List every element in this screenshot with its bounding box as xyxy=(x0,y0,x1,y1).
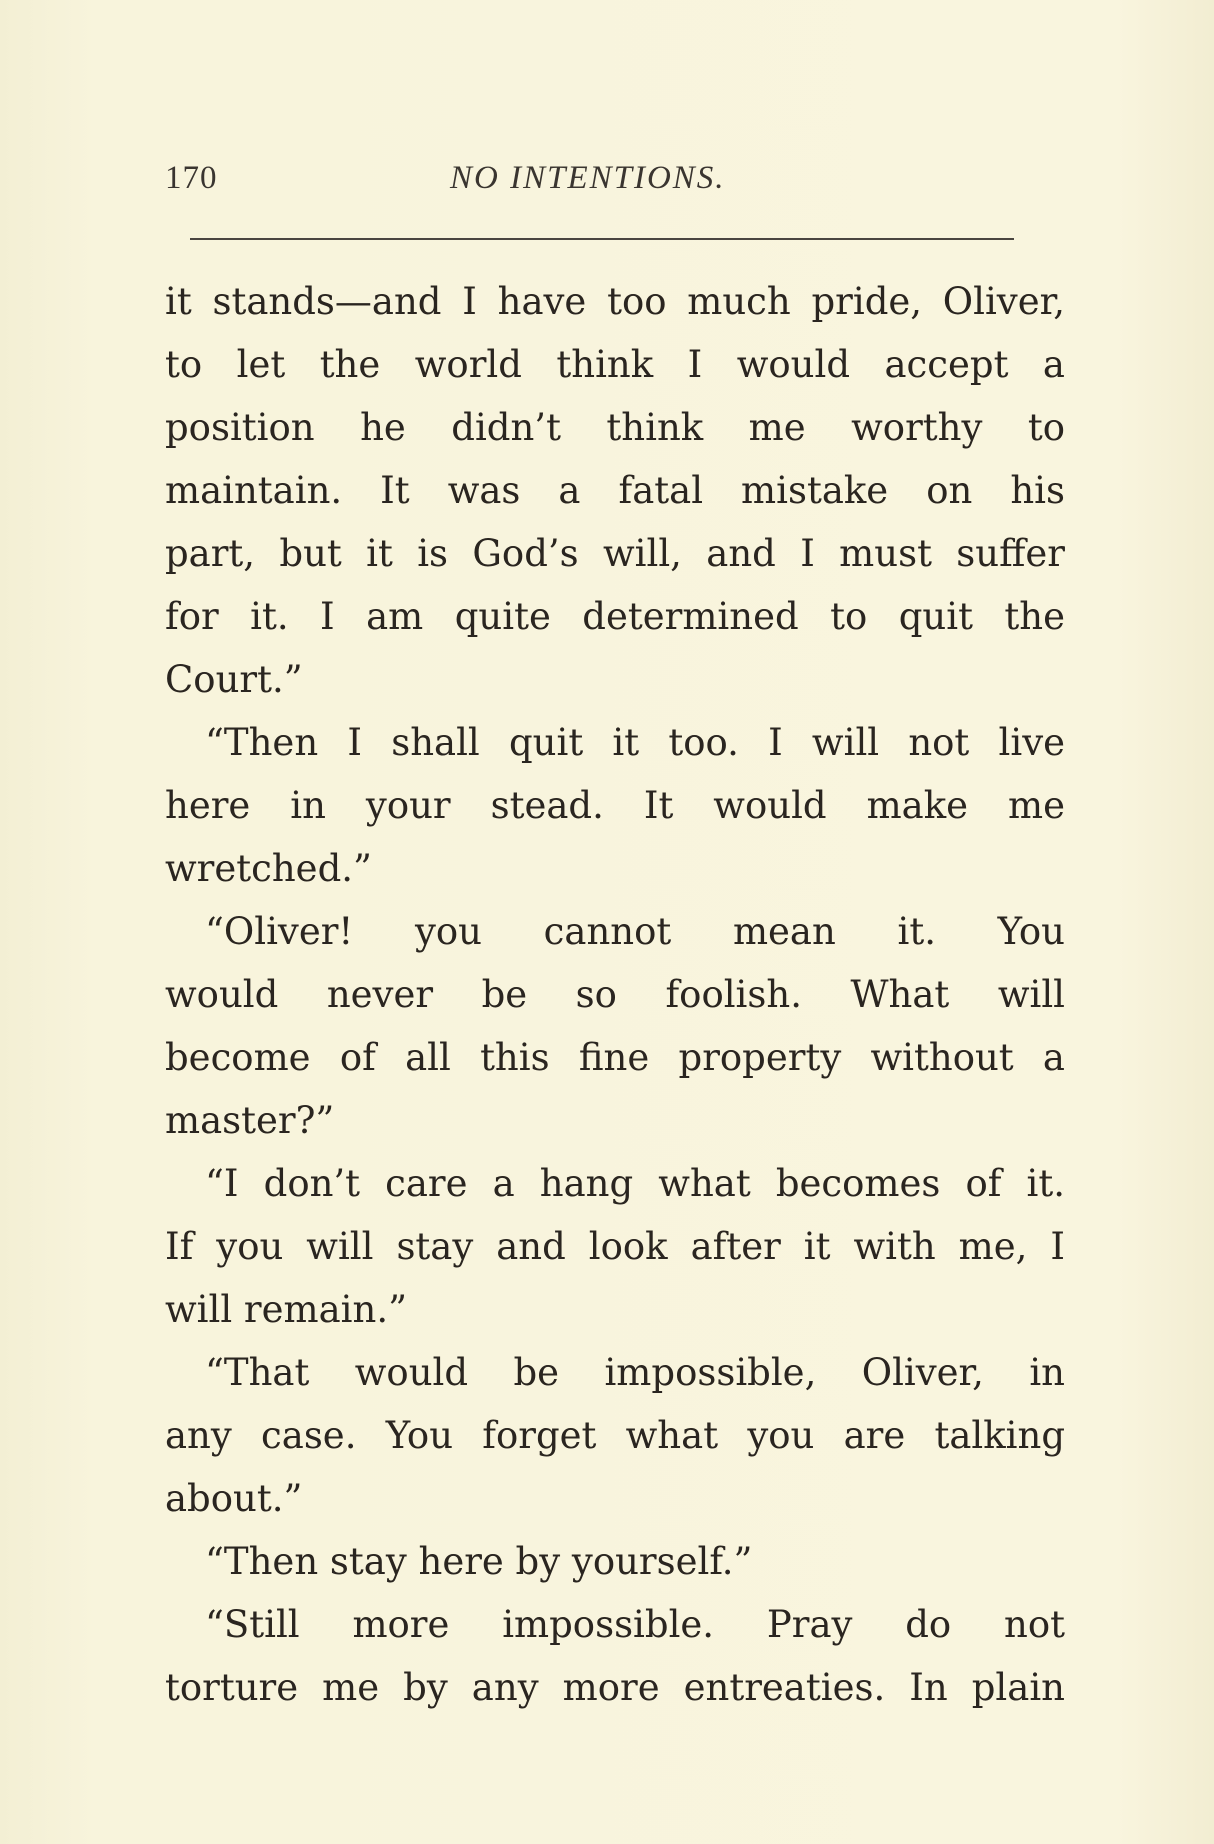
text-line: position he didn’t think me worthy to xyxy=(165,406,1065,449)
text-line: wretched.” xyxy=(165,847,372,890)
text-line: “That would be impossible, Oliver, in xyxy=(205,1351,1065,1394)
text-line: about.” xyxy=(165,1477,303,1520)
text-line: for it. I am quite determined to quit the xyxy=(165,595,1065,638)
text-line: “Still more impossible. Pray do not xyxy=(205,1603,1065,1646)
text-line: “Then stay here by yourself.” xyxy=(205,1540,753,1583)
text-line: “Oliver! you cannot mean it. You xyxy=(205,910,1065,953)
header-rule xyxy=(190,238,1014,240)
running-head xyxy=(165,160,1085,210)
text-line: If you will stay and look after it with me, I xyxy=(165,1225,1065,1268)
text-line: part, but it is God’s will, and I must suffer xyxy=(165,532,1065,575)
text-line: master?” xyxy=(165,1099,335,1142)
text-line: any case. You forget what you are talking xyxy=(165,1414,1065,1457)
text-line: maintain. It was a fatal mistake on his xyxy=(165,469,1065,512)
text-line: “Then I shall quit it too. I will not live xyxy=(205,721,1065,764)
text-line: become of all this fine property without a xyxy=(165,1036,1065,1079)
text-line: will remain.” xyxy=(165,1288,407,1331)
text-line: here in your stead. It would make me xyxy=(165,784,1065,827)
text-line: it stands—and I have too much pride, Oliver, xyxy=(165,280,1065,323)
text-line: would never be so foolish. What will xyxy=(165,973,1065,1016)
running-title: NO INTENTIONS. xyxy=(450,160,726,196)
text-line: “I don’t care a hang what becomes of it. xyxy=(205,1162,1065,1205)
text-line: Court.” xyxy=(165,658,303,701)
page-number: 170 xyxy=(165,160,218,196)
text-line: to let the world think I would accept a xyxy=(165,343,1065,386)
body-text xyxy=(165,270,1065,1719)
text-line: torture me by any more entreaties. In plain xyxy=(165,1666,1065,1709)
